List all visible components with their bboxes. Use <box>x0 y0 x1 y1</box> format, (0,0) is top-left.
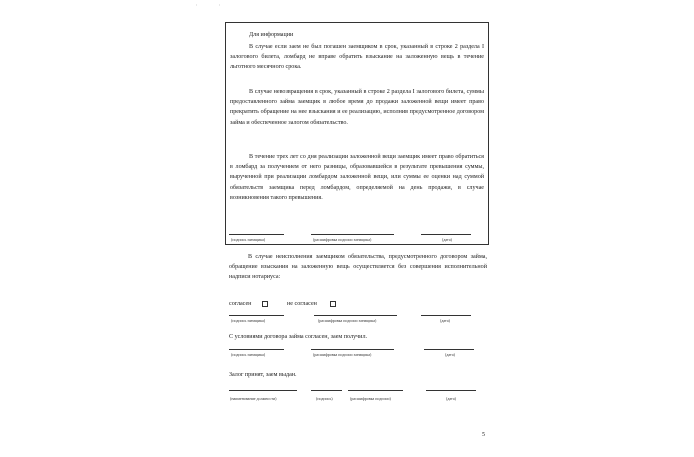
scan-mark: ' <box>219 5 220 10</box>
agree-label: согласен <box>229 301 252 307</box>
signature-caption: (подпись) <box>316 396 333 401</box>
signature-caption: (подпись заемщика) <box>231 237 266 242</box>
signature-line <box>229 315 284 316</box>
info-paragraph-3: В течение трех лет со дня реализации заложенной вещи заемщик имеет право обратиться в ломбард за получением от него разницы, образовавшейся в результате превышения суммы, вырученной при реализации ломбардом заложенной вещи, или суммы ее оценки над суммой обязательств заемщика перед ломбардом, определяемой на день продажи, в случае возникновения такого превышения. <box>230 154 484 201</box>
signature-decode-caption: (расшифровка подписи заемщика) <box>313 237 372 242</box>
agree-checkbox[interactable] <box>262 301 268 307</box>
date-caption: (дата) <box>445 352 455 357</box>
date-line <box>421 234 471 235</box>
position-caption: (наименование должности) <box>230 396 277 401</box>
signature-line <box>311 390 342 391</box>
signature-decode-caption: (расшифровка подписи) <box>350 396 391 401</box>
signature-decode-caption: (расшифровка подписи заемщика) <box>318 318 377 323</box>
info-paragraph-1: В случае если заем не был погашен заемщиком в срок, указанный в строке 2 раздела I залогового билета, ломбард не вправе обратить взыскание на заложенную вещь в течение льготного месячного срока. <box>230 44 484 71</box>
signature-decode-line <box>314 315 397 316</box>
signature-decode-line <box>311 234 394 235</box>
date-line <box>421 315 471 316</box>
info-paragraph-2: В случае невозвращения в срок, указанный в строке 2 раздела I залогового билета, суммы предоставленного займа заемщик в любое время до продажи заложенной вещи имеет право прекратить обращение на нее взыскания и ее реализацию, исполнив предусмотренное договором займа и обеспеченное залогом обязательство. <box>230 89 484 126</box>
date-caption: (дата) <box>446 396 456 401</box>
date-caption: (дата) <box>440 318 450 323</box>
enforcement-paragraph: В случае неисполнения заемщиком обязательства, предусмотренного договором займа, обращение взыскания на заложенную вещь осуществляется без совершения исполнительной надписи нотариуса: <box>229 254 487 281</box>
signature-caption: (подпись заемщика) <box>231 318 266 323</box>
scan-mark: ' <box>196 5 197 10</box>
date-line <box>426 390 476 391</box>
signature-decode-line <box>311 349 394 350</box>
signature-line <box>229 349 284 350</box>
date-line <box>424 349 474 350</box>
disagree-checkbox[interactable] <box>330 301 336 307</box>
signature-decode-line <box>348 390 403 391</box>
conditions-text: С условиями договора займа согласен, заем получил. <box>229 334 368 340</box>
signature-caption: (подпись заемщика) <box>231 352 266 357</box>
signature-line <box>229 234 284 235</box>
info-heading: Для информации <box>249 32 294 38</box>
signature-decode-caption: (расшифровка подписи заемщика) <box>313 352 372 357</box>
date-caption: (дата) <box>442 237 452 242</box>
position-line <box>229 390 297 391</box>
disagree-label: не согласен <box>287 301 317 307</box>
page-number: 5 <box>482 432 485 438</box>
pledge-text: Залог принят, заем выдан. <box>229 372 297 378</box>
